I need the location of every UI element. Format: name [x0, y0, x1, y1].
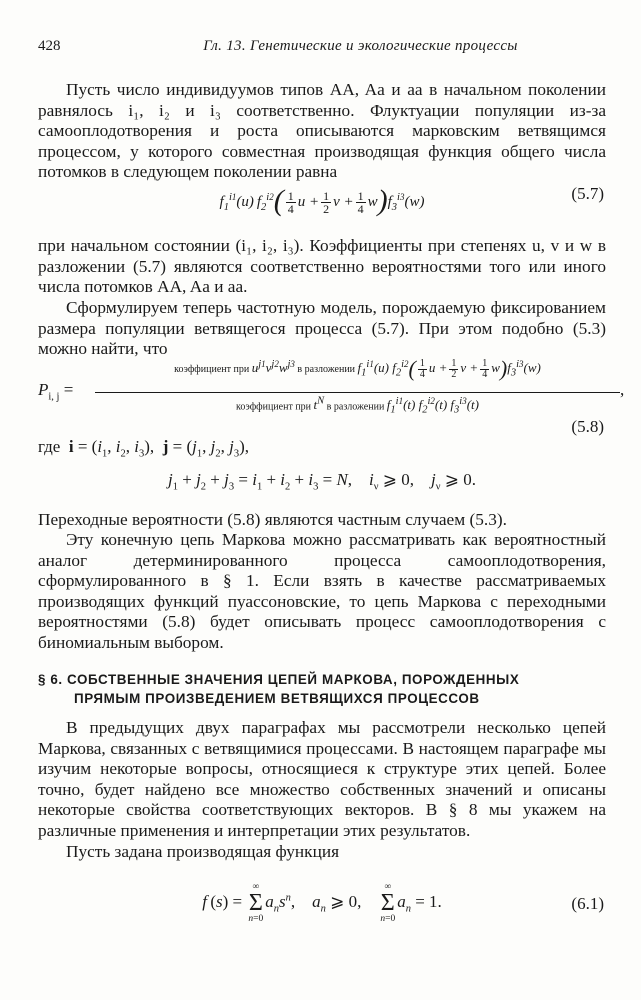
equation-5-8-lhs: $P_{i, j}$ = [38, 380, 74, 403]
fraction-bar [95, 392, 620, 393]
section-heading-line-2: ПРЯМЫМ ПРОИЗВЕДЕНИЕМ ВЕТВЯЩИХСЯ ПРОЦЕССОВ [74, 691, 480, 706]
page-number: 428 [38, 38, 61, 54]
paragraph-7: Пусть задана производящая функция [66, 842, 340, 861]
running-title: Гл. 13. Генетические и экологические процессы [203, 38, 518, 54]
equation-number-5-7: (5.7) [571, 184, 604, 203]
paragraph-6: В предыдущих двух параграфах мы рассмотрели несколько цепей Маркова, связанных с ветвящимися процессами. В настоящем параграфе мы изучим некоторые вопросы, относящиеся к структуре этих цепей. Более точно, будет найдено все множество собственных значений и описаны некоторые свойства соответствующих векторов. В § 8 мы укажем на различные применения и интерпретации этих результатов. [38, 718, 606, 840]
equation-6-1-body: f (s) = ∞ Σ $n=0a_ns^n$, $a_n$ ⩾ 0, ∞ Σ $n=0a_n = 1$. [202, 882, 442, 924]
paragraph-5: Эту конечную цепь Маркова можно рассматривать как вероятностный аналог детерминированного процесса самооплодотворения, сформулированного в § 1. Если взять в качестве рассматриваемых производящих функций пуассоновские, то цепь Маркова с переходными вероятностями (5.8) будет описывать процесс самооплодотворения с биномиальным выбором. [38, 530, 606, 652]
index-definitions: $i = (i_1$, $i_2$, $i_3$), $j = (j_1$, $j_2$, $j_3$), [68, 437, 249, 460]
section-heading-line-1: § 6. СОБСТВЕННЫЕ ЗНАЧЕНИЯ ЦЕПЕЙ МАРКОВА, ПОРОЖДЕННЫХ [38, 672, 520, 687]
constraint-equation: $j_1 + j_2 + j_3 = i_1 + i_2 + i_3 = N$, $i_\nu$ ⩾ 0, $j_\nu$ ⩾ 0. [167, 470, 477, 493]
section-heading [38, 670, 606, 708]
where-label: где [38, 437, 61, 456]
where-line [38, 437, 606, 461]
equation-5-8-number-row [38, 417, 606, 439]
equation-number-5-8: (5.8) [571, 417, 604, 436]
paragraph-3: Сформулируем теперь частотную модель, порождаемую фиксированием размера популяции ветвящегося процесса (5.7). При этом подобно (5.3) можно найти, что [38, 298, 606, 359]
equation-5-8: $P_{i, j}$ = коэффициент при $u^{j1}v^{j2}w^{j3}$ в разложении $f_1^{i1}(u)$ $f_2^{i2}$( $\frac{1}{4}$ u + $\frac{1}{2}$ v + $\frac{1}{4}$ $w)f_3^{i3}(w)$ коэффициент при $t^N$ в разложении $f_1^{i1}(t)$ $f_2^{i2}(t)$ $f_3^{i3}(t)$ , [38, 356, 625, 416]
equation-5-7-body: $f_1^{i1}(u)$ $f_2^{i2}$( $\frac{1}{4}$ u + $\frac{1}{2}$ v + $\frac{1}{4}$ $w)f_3^{i3}(w)$ [219, 184, 425, 217]
paragraph-2: при начальном состоянии (i₁, i₂, i₃). Коэффициенты при степенях u, v и w в разложении (5.7) являются соответственно вероятностями того или иного числа потомков AA, Aa и aa. [38, 236, 606, 297]
equation-5-8-numerator: коэффициент при $u^{j1}v^{j2}w^{j3}$ в разложении $f_1^{i1}(u)$ $f_2^{i2}$( $\frac{1}{4}$ u + $\frac{1}{2}$ v + $\frac{1}{4}$ $w)f_3^{i3}(w)$ [174, 356, 541, 381]
paragraph-4: Переходные вероятности (5.8) являются частным случаем (5.3). [38, 510, 507, 529]
equation-number-6-1: (6.1) [571, 894, 604, 913]
equation-5-7 [38, 184, 606, 224]
page-header [38, 38, 603, 60]
equation-6-1 [38, 880, 606, 930]
paragraph-1: Пусть число индивидуумов типов AA, Aa и aa в начальном поколении равнялось i₁, i₂ и i₃ соответственно. Флуктуации популяции из-за самооплодотворения и роста описываются марковским ветвящимся процессом, у которого совместная производящая функция общего числа потомков в следующем поколении равна [38, 80, 606, 182]
equation-5-8-denominator: коэффициент при $t^N$ в разложении $f_1^{i1}(t)$ $f_2^{i2}(t)$ $f_3^{i3}(t)$ [236, 396, 479, 416]
